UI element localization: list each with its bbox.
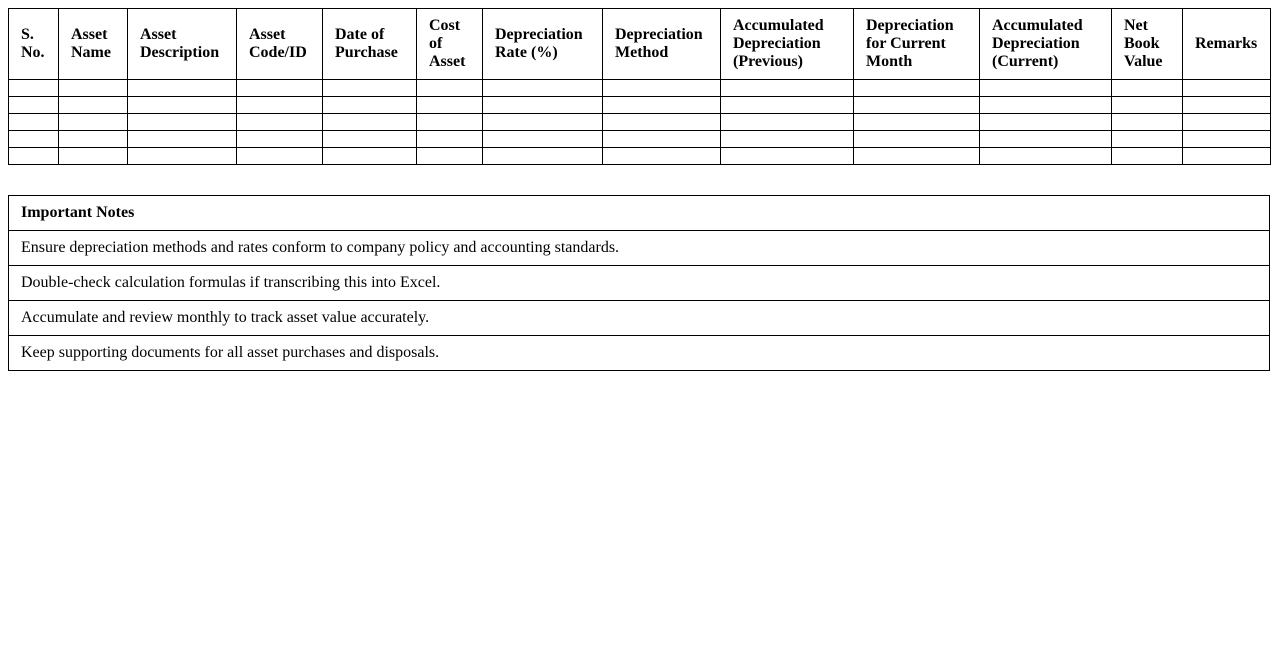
table-cell [483,148,603,165]
header-depreciation-method: Depreciation Method [603,9,721,80]
table-cell [323,80,417,97]
note-text: Accumulate and review monthly to track asset value accurately. [9,301,1270,336]
table-cell [323,114,417,131]
note-row [9,336,1270,371]
table-cell [721,114,854,131]
header-serial-number: S. No. [9,9,59,80]
table-cell [59,131,128,148]
table-cell [1183,97,1271,114]
table-cell [59,97,128,114]
table-cell [980,97,1112,114]
table-header-row [9,9,1271,80]
header-net-book-value: Net Book Value [1112,9,1183,80]
table-cell [417,148,483,165]
table-cell [854,80,980,97]
table-cell [59,114,128,131]
table-cell [980,114,1112,131]
header-asset-code: Asset Code/ID [237,9,323,80]
table-cell [721,80,854,97]
header-asset-name: Asset Name [59,9,128,80]
note-text: Double-check calculation formulas if transcribing this into Excel. [9,266,1270,301]
table-cell [603,148,721,165]
header-depreciation-current-month: Depreciation for Current Month [854,9,980,80]
table-cell [417,97,483,114]
table-cell [603,131,721,148]
header-cost-of-asset: Cost of Asset [417,9,483,80]
table-cell [980,80,1112,97]
table-row [9,97,1271,114]
table-cell [417,131,483,148]
notes-heading-row [9,196,1270,231]
table-cell [128,97,237,114]
table-cell [9,131,59,148]
table-cell [237,97,323,114]
table-cell [603,114,721,131]
header-asset-description: Asset Description [128,9,237,80]
asset-depreciation-table [8,8,1271,165]
table-cell [483,97,603,114]
note-text: Keep supporting documents for all asset purchases and disposals. [9,336,1270,371]
table-cell [9,114,59,131]
table-cell [1112,97,1183,114]
table-cell [483,80,603,97]
table-cell [9,97,59,114]
table-cell [59,148,128,165]
note-row [9,301,1270,336]
table-cell [1112,80,1183,97]
table-cell [9,148,59,165]
table-cell [237,80,323,97]
table-cell [128,114,237,131]
header-date-of-purchase: Date of Purchase [323,9,417,80]
table-row [9,148,1271,165]
asset-table-body [9,80,1271,165]
table-cell [323,148,417,165]
table-cell [1183,148,1271,165]
table-cell [323,97,417,114]
table-cell [323,131,417,148]
table-cell [237,131,323,148]
table-row [9,114,1271,131]
table-cell [1183,80,1271,97]
table-cell [417,114,483,131]
important-notes-table [8,195,1270,371]
note-row [9,266,1270,301]
table-cell [237,148,323,165]
table-cell [128,148,237,165]
table-cell [980,131,1112,148]
table-cell [1183,114,1271,131]
table-cell [854,131,980,148]
note-text: Ensure depreciation methods and rates conform to company policy and accounting standards. [9,231,1270,266]
table-cell [721,148,854,165]
table-cell [1112,114,1183,131]
table-cell [1183,131,1271,148]
table-cell [603,80,721,97]
table-row [9,131,1271,148]
header-accumulated-depreciation-current: Accumulated Depreciation (Current) [980,9,1112,80]
table-cell [854,97,980,114]
table-cell [237,114,323,131]
table-cell [721,131,854,148]
table-cell [603,97,721,114]
table-cell [59,80,128,97]
table-cell [483,131,603,148]
table-cell [9,80,59,97]
header-remarks: Remarks [1183,9,1271,80]
table-cell [1112,131,1183,148]
table-row [9,80,1271,97]
table-cell [483,114,603,131]
table-cell [721,97,854,114]
table-cell [1112,148,1183,165]
table-cell [854,148,980,165]
table-cell [854,114,980,131]
table-cell [417,80,483,97]
table-cell [128,80,237,97]
header-accumulated-depreciation-previous: Accumulated Depreciation (Previous) [721,9,854,80]
notes-heading: Important Notes [9,196,1270,231]
note-row [9,231,1270,266]
table-cell [128,131,237,148]
table-cell [980,148,1112,165]
header-depreciation-rate: Depreciation Rate (%) [483,9,603,80]
